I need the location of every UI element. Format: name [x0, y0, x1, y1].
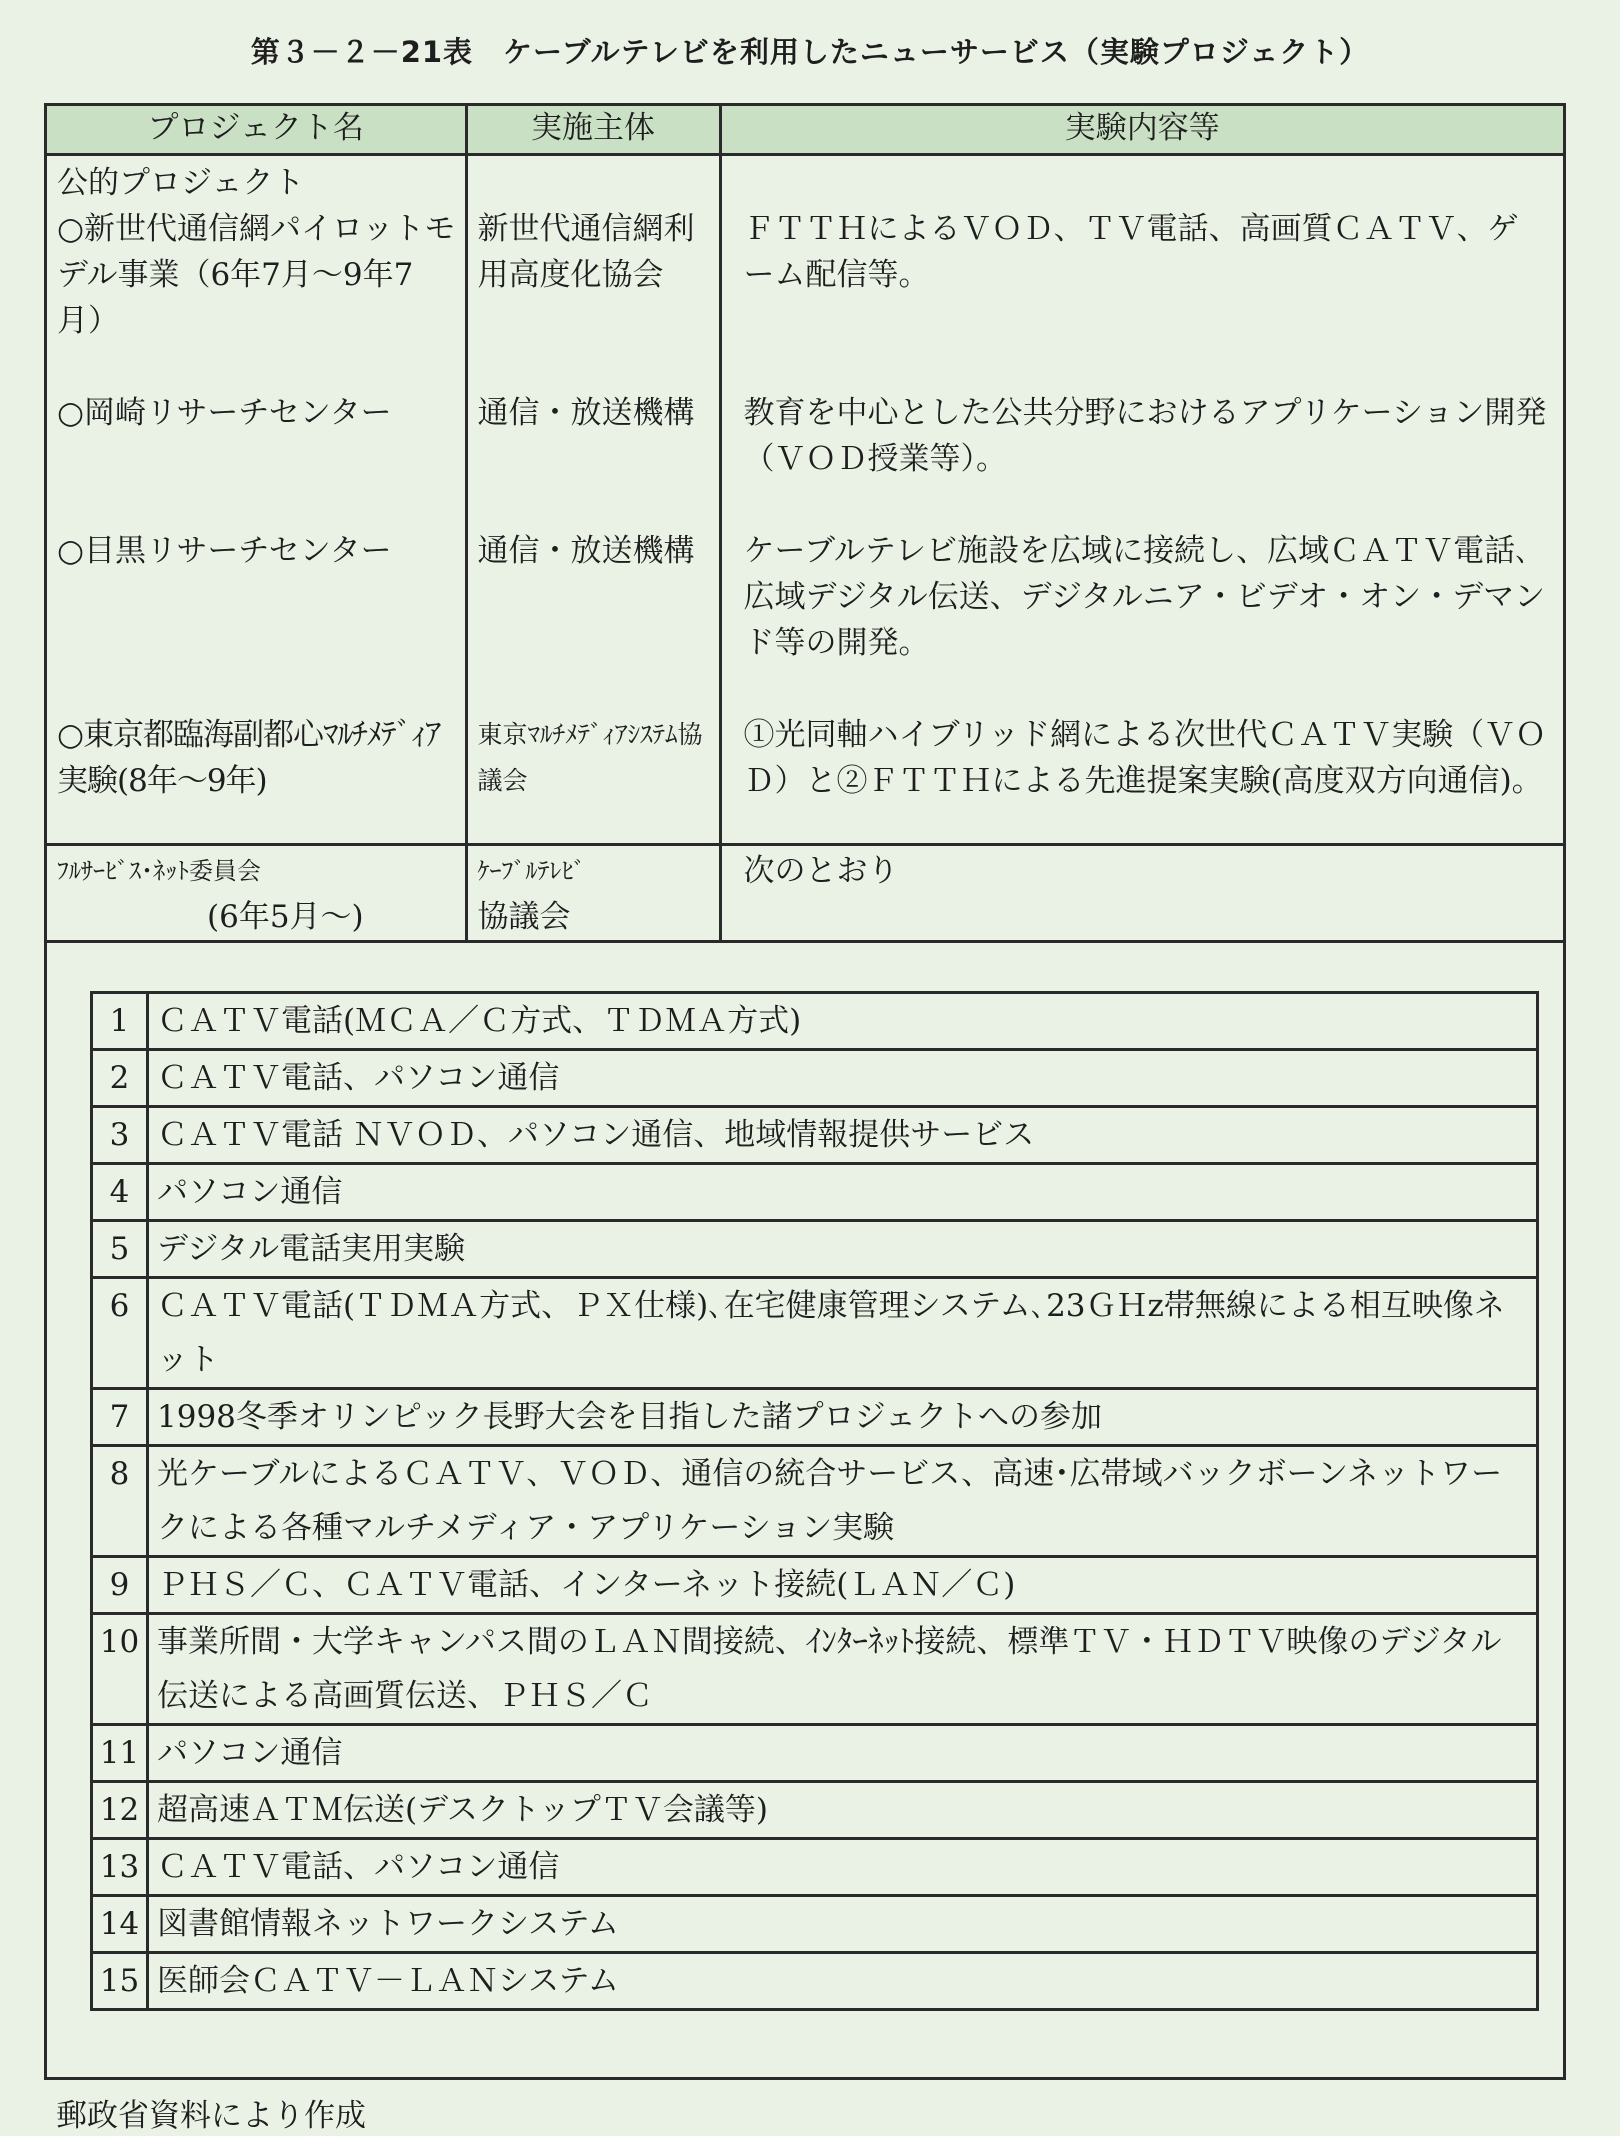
fsn-content-cell: [720, 844, 1563, 941]
table-row: [92, 1107, 1538, 1164]
fsn-content: 次のとおり: [743, 852, 899, 889]
table-row: [92, 1557, 1538, 1614]
public-projects-row: [47, 154, 1563, 844]
table-row: [92, 1446, 1538, 1557]
item-number: 3: [92, 1107, 148, 1164]
item-number: 11: [92, 1725, 148, 1782]
item-text: ＰＨＳ／Ｃ、ＣＡＴＶ電話、インターネット接続(ＬＡＮ／Ｃ): [148, 1557, 1538, 1614]
item-number: 15: [92, 1953, 148, 2010]
fsn-name: ﾌﾙｻｰﾋﾞｽ･ﾈｯﾄ委員会: [57, 856, 261, 885]
table-row: [92, 1953, 1538, 2010]
item-number: 14: [92, 1896, 148, 1953]
table-row: [92, 1725, 1538, 1782]
item-number: 8: [92, 1446, 148, 1557]
project-names-cell: [47, 154, 466, 844]
header-content: 実験内容等: [720, 106, 1563, 154]
table-row: [92, 1221, 1538, 1278]
item-text: 1998冬季オリンピック長野大会を目指した諸プロジェクトへの参加: [148, 1389, 1538, 1446]
item-number: 12: [92, 1782, 148, 1839]
item-text: 超高速ＡＴＭ伝送(デスクトップＴＶ会議等): [148, 1782, 1538, 1839]
item-number: 5: [92, 1221, 148, 1278]
item-text: ＣＡＴＶ電話(ＴＤＭＡ方式、ＰＸ仕様)､在宅健康管理システム､23ＧＨz帯無線による相互映像ネット: [148, 1278, 1538, 1389]
project-operator: 新世代通信網利用高度化協会: [477, 210, 695, 293]
item-text: 光ケーブルによるＣＡＴＶ、ＶＯＤ、通信の統合サービス、高速･広帯域バックボーンネットワークによる各種マルチメディア・アプリケーション実験: [148, 1446, 1538, 1557]
header-row: [47, 106, 1563, 154]
table-row: [92, 993, 1538, 1050]
item-number: 6: [92, 1278, 148, 1389]
item-number: 1: [92, 993, 148, 1050]
table-row: [92, 1782, 1538, 1839]
fsn-name-cell: [47, 844, 466, 941]
project-operator: 通信・放送機構: [477, 532, 695, 569]
item-text: ＣＡＴＶ電話 ＮＶＯＤ、パソコン通信、地域情報提供サービス: [148, 1107, 1538, 1164]
table-row: [92, 1164, 1538, 1221]
item-number: 9: [92, 1557, 148, 1614]
table-row: [92, 1050, 1538, 1107]
project-operator: 通信・放送機構: [477, 394, 695, 431]
table-frame: [44, 103, 1566, 2080]
operators-cell: [466, 154, 720, 844]
fsn-operator-small: ｹｰﾌﾞﾙﾃﾚﾋﾞ: [477, 856, 586, 885]
table-row: [92, 1278, 1538, 1389]
projects-table: [47, 106, 1563, 943]
fsn-operator-cell: [466, 844, 720, 941]
table-title: 第３－２－21表 ケーブルテレビを利用したニューサービス（実験プロジェクト）: [250, 35, 1370, 69]
project-content: ケーブルテレビ施設を広域に接続し、広域ＣＡＴＶ電話､広域デジタル伝送、デジタルニア・ビデオ・オン・デマンド等の開発。: [743, 532, 1546, 661]
project-name: ○目黒リサーチセンター: [57, 532, 392, 569]
source-note: 郵政省資料により作成: [56, 2098, 366, 2134]
item-text: 事業所間・大学キャンパス間のＬＡＮ間接続、ｲﾝﾀｰﾈｯﾄ接続、標準ＴＶ・ＨＤＴＶ映像のデジタル伝送による高画質伝送、ＰＨＳ／Ｃ: [148, 1614, 1538, 1725]
item-text: パソコン通信: [148, 1725, 1538, 1782]
project-operator: 東京ﾏﾙﾁﾒﾃﾞｨｱｼｽﾃﾑ協議会: [477, 719, 703, 795]
project-content: ①光同軸ハイブリッド網による次世代ＣＡＴＶ実験（ＶＯＤ）と②ＦＴＴＨによる先進提案実験(高度双方向通信)。: [743, 716, 1547, 799]
public-label: 公的プロジェクト: [57, 164, 305, 201]
project-name: ○新世代通信網パイロットモデル事業（6年7月～9年7月）: [57, 210, 456, 339]
header-project: プロジェクト名: [47, 106, 466, 154]
item-text: 図書館情報ネットワークシステム: [148, 1896, 1538, 1953]
item-text: パソコン通信: [148, 1164, 1538, 1221]
contents-cell: [720, 154, 1563, 844]
item-number: 7: [92, 1389, 148, 1446]
item-number: 13: [92, 1839, 148, 1896]
header-operator: 実施主体: [466, 106, 720, 154]
project-content: ＦＴＴＨによるＶＯＤ、ＴＶ電話、高画質ＣＡＴＶ、ゲーム配信等。: [743, 210, 1519, 293]
table-row: [92, 1839, 1538, 1896]
table-row: [92, 1614, 1538, 1725]
item-text: ＣＡＴＶ電話(ＭＣＡ／Ｃ方式、ＴＤＭＡ方式): [148, 993, 1538, 1050]
item-number: 4: [92, 1164, 148, 1221]
fsn-items-table: [90, 991, 1539, 2011]
fsn-period: (6年5月～): [207, 898, 364, 935]
project-name: ○東京都臨海副都心ﾏﾙﾁﾒﾃﾞｨｱ実験(8年～9年): [57, 716, 441, 799]
item-text: ＣＡＴＶ電話、パソコン通信: [148, 1050, 1538, 1107]
full-service-network-row: [47, 844, 1563, 941]
item-text: デジタル電話実用実験: [148, 1221, 1538, 1278]
project-name: ○岡崎リサーチセンター: [57, 394, 392, 431]
table-row: [92, 1896, 1538, 1953]
project-content: 教育を中心とした公共分野におけるアプリケーション開発（ＶＯＤ授業等）。: [743, 394, 1547, 477]
item-text: ＣＡＴＶ電話、パソコン通信: [148, 1839, 1538, 1896]
item-number: 10: [92, 1614, 148, 1725]
item-number: 2: [92, 1050, 148, 1107]
fsn-operator: 協議会: [477, 898, 571, 935]
item-text: 医師会ＣＡＴＶ－ＬＡＮシステム: [148, 1953, 1538, 2010]
table-row: [92, 1389, 1538, 1446]
